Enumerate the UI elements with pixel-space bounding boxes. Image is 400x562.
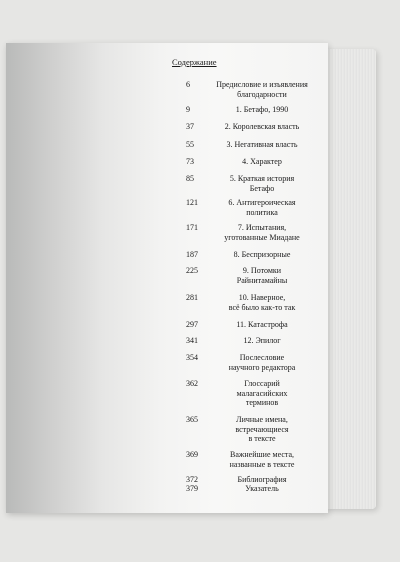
toc-page-number: 354	[186, 353, 198, 362]
book-page	[6, 43, 328, 513]
toc-page-number: 171	[186, 223, 198, 232]
toc-entries	[6, 43, 328, 513]
toc-entry-title: 5. Краткая история Бетафо	[229, 174, 295, 193]
toc-entry-title: 6. Антигероическая политика	[228, 198, 296, 217]
toc-page-number: 281	[186, 293, 198, 302]
toc-entry-title: 11. Катастрофа	[236, 320, 288, 329]
toc-entry-title: Предисловие и изъявления благодарности	[216, 80, 308, 99]
toc-entry-title: Послесловие научного редактора	[228, 353, 296, 372]
toc-entry-title: 1. Бетафо, 1990	[235, 105, 289, 114]
toc-page-number: 121	[186, 198, 198, 207]
toc-page-number: 225	[186, 266, 198, 275]
toc-entry-title: 3. Негативная власть	[226, 140, 298, 149]
toc-entry-title: 10. Наверное, всё было как-то так	[228, 293, 296, 312]
toc-page-number: 9	[186, 105, 190, 114]
toc-entry-title: Указатель	[245, 484, 279, 493]
toc-page-number: 73	[186, 157, 194, 166]
toc-page-number: 369	[186, 450, 198, 459]
toc-page-number: 362	[186, 379, 198, 388]
toc-page-number: 297	[186, 320, 198, 329]
toc-page-number: 55	[186, 140, 194, 149]
toc-page-number: 379	[186, 484, 198, 493]
page-edges	[326, 49, 376, 509]
toc-entry-title: 9. Потомки Райнитамайны	[236, 266, 288, 285]
toc-page-number: 365	[186, 415, 198, 424]
book	[6, 43, 373, 515]
toc-entry-title: 12. Эпилог	[243, 336, 281, 345]
toc-entry-title: Важнейшие места, названные в тексте	[229, 450, 295, 469]
toc-page-number: 85	[186, 174, 194, 183]
toc-entry-title: Глоссарий малагасийских терминов	[236, 379, 288, 407]
toc-page-number: 372	[186, 475, 198, 484]
toc-page-number: 341	[186, 336, 198, 345]
toc-entry-title: 7. Испытания, уготованные Миадане	[224, 223, 300, 242]
toc-entry-title: 8. Беспризорные	[233, 250, 291, 259]
toc-heading: Содержание	[172, 57, 217, 67]
toc-entry-title: 2. Королевская власть	[224, 122, 300, 131]
toc-entry-title: Библиография	[237, 475, 287, 484]
toc-entry-title: 4. Характер	[242, 157, 282, 166]
toc-page-number: 6	[186, 80, 190, 89]
toc-entry-title: Личные имена, встречающиеся в тексте	[235, 415, 289, 443]
toc-page-number: 187	[186, 250, 198, 259]
toc-page-number: 37	[186, 122, 194, 131]
